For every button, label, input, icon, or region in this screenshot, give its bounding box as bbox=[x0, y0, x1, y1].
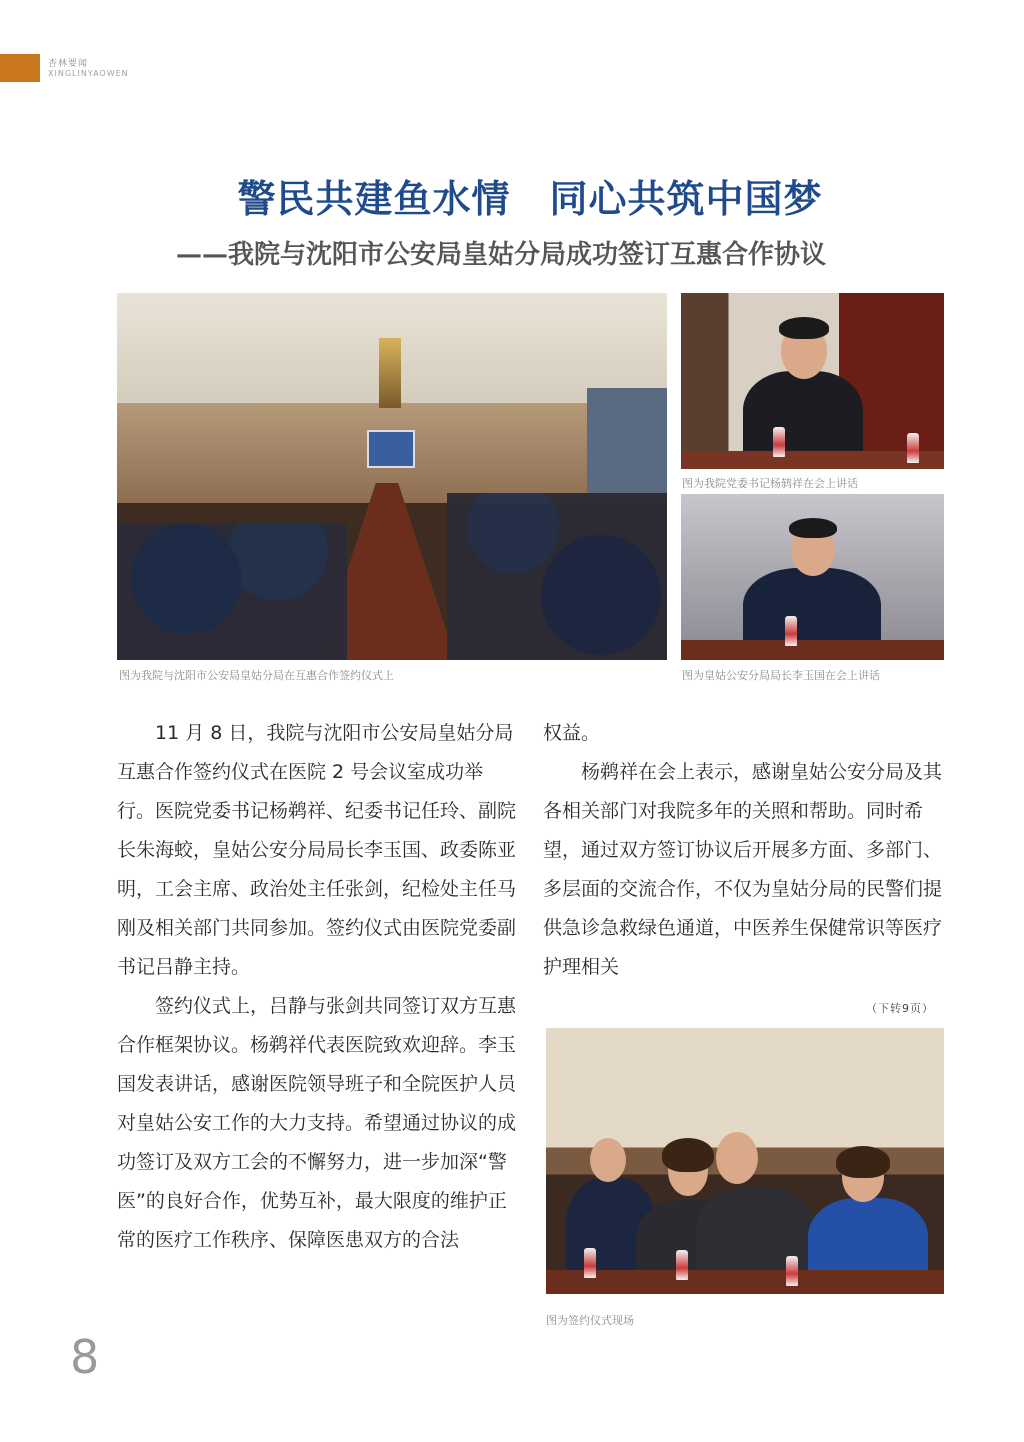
meeting-room-photo bbox=[117, 293, 667, 660]
photo-caption: 图为签约仪式现场 bbox=[546, 1314, 634, 1327]
page-number: 8 bbox=[70, 1330, 100, 1384]
article-paragraph-continuation: 权益。 bbox=[543, 722, 601, 744]
section-name-pinyin: XINGLINYAOWEN bbox=[48, 69, 129, 78]
article-subtitle: ——我院与沈阳市公安局皇姑分局成功签订互惠合作协议 bbox=[176, 240, 827, 270]
section-color-bar bbox=[0, 54, 40, 82]
photo-caption: 图为我院与沈阳市公安局皇姑分局在互惠合作签约仪式上 bbox=[119, 669, 394, 682]
signing-scene-photo bbox=[546, 1028, 944, 1294]
article-paragraph: 杨鹈祥在会上表示，感谢皇姑公安分局及其各相关部门对我院多年的关照和帮助。同时希望，通过双方签订协议后开展多方面、多部门、多层面的交流合作，不仅为皇姑分局的民警们提供急诊急救绿色通道，中医养生保健常识等医疗护理相关 bbox=[543, 761, 943, 978]
article-left-column bbox=[117, 714, 517, 1260]
photo-caption: 图为我院党委书记杨鸫祥在会上讲话 bbox=[682, 477, 858, 490]
article-right-column bbox=[543, 714, 943, 987]
article-paragraph: 签约仪式上，吕静与张剑共同签订双方互惠合作框架协议。杨鹈祥代表医院致欢迎辞。李玉国发表讲话，感谢医院领导班子和全院医护人员对皇姑公安工作的大力支持。希望通过协议的成功签订及双方工会的不懈努力，进一步加深“警医”的良好合作，优势互补，最大限度的维护正常的医疗工作秩序、保障医患双方的合法 bbox=[117, 995, 517, 1251]
continued-note: （下转9页） bbox=[866, 1002, 934, 1015]
police-chief-photo bbox=[681, 494, 944, 660]
article-title: 警民共建鱼水情 同心共筑中国梦 bbox=[237, 176, 823, 221]
speaker-photo bbox=[681, 293, 944, 469]
photo-caption: 图为皇姑公安分局局长李玉国在会上讲话 bbox=[682, 669, 880, 682]
article-paragraph: 11 月 8 日，我院与沈阳市公安局皇姑分局互惠合作签约仪式在医院 2 号会议室成功举行。医院党委书记杨鹈祥、纪委书记任玲、副院长朱海蛟，皇姑公安分局局长李玉国、政委陈亚明，工会主席、政治处主任张剑，纪检处主任马刚及相关部门共同参加。签约仪式由医院党委副书记吕静主持。 bbox=[117, 722, 517, 978]
section-name: 杏林要闻 bbox=[48, 59, 89, 69]
